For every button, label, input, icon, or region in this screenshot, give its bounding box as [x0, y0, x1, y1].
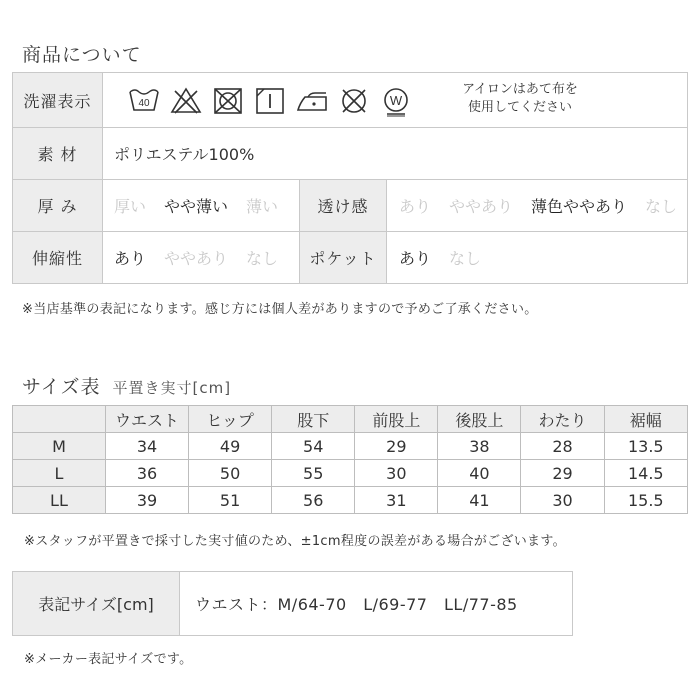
pocket-options	[399, 232, 499, 283]
table-cell: 54	[272, 433, 355, 460]
row-header: M	[13, 433, 106, 460]
table-cell: 28	[521, 433, 604, 460]
wet-clean-icon	[379, 85, 413, 117]
column-header: 前股上	[355, 406, 438, 433]
pocket-option-selected: あり	[399, 249, 432, 268]
product-section-title: 商品について	[22, 44, 142, 66]
size-table-subtitle: 平置き実寸[cm]	[112, 379, 232, 397]
line-dry-shade-icon	[253, 85, 287, 117]
column-header: 裾幅	[604, 406, 687, 433]
care-icons	[127, 85, 413, 117]
label-size-label: 表記サイズ[cm]	[13, 572, 179, 635]
stretch-option-selected: あり	[114, 249, 147, 268]
no-tumble-dry-icon	[211, 85, 245, 117]
table-cell: 55	[272, 460, 355, 487]
transparency-label: 透け感	[300, 180, 386, 231]
label-size-note: ※メーカー表記サイズです。	[24, 652, 193, 667]
column-header: 股下	[272, 406, 355, 433]
size-table	[12, 405, 688, 514]
column-header: 後股上	[438, 406, 521, 433]
column-header: ヒップ	[189, 406, 272, 433]
size-table-title: サイズ表	[22, 376, 101, 398]
label-size-box	[12, 571, 573, 636]
stretch-option: ややあり	[164, 249, 229, 268]
thickness-option-selected: やや薄い	[164, 197, 229, 216]
table-row	[13, 433, 688, 460]
iron-note-line1: アイロンはあて布を	[462, 82, 578, 97]
wet-clean-mark: W	[389, 93, 403, 108]
column-header: ウエスト	[105, 406, 188, 433]
thickness-option: 厚い	[114, 197, 147, 216]
size-table-corner	[13, 406, 106, 433]
row-header: L	[13, 460, 106, 487]
table-cell: 36	[105, 460, 188, 487]
table-cell: 30	[521, 487, 604, 514]
table-cell: 13.5	[604, 433, 687, 460]
material-label: 素 材	[13, 128, 102, 179]
wash-40-icon	[127, 85, 161, 117]
no-dry-clean-icon	[337, 85, 371, 117]
table-cell: 39	[105, 487, 188, 514]
table-cell: 49	[189, 433, 272, 460]
transparency-option-selected: 薄色ややあり	[531, 197, 628, 216]
thickness-options	[114, 180, 296, 231]
thickness-option: 薄い	[246, 197, 279, 216]
stretch-option: なし	[246, 249, 279, 268]
material-value: ポリエステル100%	[114, 145, 255, 164]
product-note: ※当店基準の表記になります。感じ方には個人差がありますので予めご了承ください。	[22, 302, 538, 317]
table-cell: 38	[438, 433, 521, 460]
table-cell: 30	[355, 460, 438, 487]
transparency-options	[399, 180, 677, 231]
table-cell: 41	[438, 487, 521, 514]
care-label: 洗濯表示	[13, 73, 102, 127]
row-header: LL	[13, 487, 106, 514]
table-cell: 51	[189, 487, 272, 514]
size-table-header-row	[13, 406, 688, 433]
product-info-table	[12, 72, 688, 284]
table-cell: 29	[355, 433, 438, 460]
column-header: わたり	[521, 406, 604, 433]
table-cell: 40	[438, 460, 521, 487]
table-row	[13, 460, 688, 487]
stretch-options	[114, 232, 296, 283]
size-table-heading	[22, 372, 231, 399]
iron-low-icon	[295, 85, 329, 117]
no-bleach-icon	[169, 85, 203, 117]
iron-note	[435, 81, 605, 117]
table-row	[13, 487, 688, 514]
pocket-label: ポケット	[300, 232, 386, 283]
size-table-note: ※スタッフが平置きで採寸した実寸値のため、±1cm程度の誤差がある場合がございます。	[24, 534, 566, 549]
table-cell: 56	[272, 487, 355, 514]
iron-note-line2: 使用してください	[467, 100, 572, 115]
transparency-option: なし	[645, 197, 678, 216]
stretch-label: 伸縮性	[13, 232, 102, 283]
table-cell: 34	[105, 433, 188, 460]
table-cell: 29	[521, 460, 604, 487]
table-cell: 15.5	[604, 487, 687, 514]
pocket-option: なし	[449, 249, 482, 268]
transparency-option: ややあり	[449, 197, 514, 216]
table-cell: 50	[189, 460, 272, 487]
label-size-value: ウエスト：M/64-70 L/69-77 LL/77-85	[195, 595, 518, 614]
table-cell: 14.5	[604, 460, 687, 487]
table-cell: 31	[355, 487, 438, 514]
thickness-label: 厚 み	[13, 180, 102, 231]
transparency-option: あり	[399, 197, 432, 216]
wash-temp-label: 40	[138, 98, 150, 109]
